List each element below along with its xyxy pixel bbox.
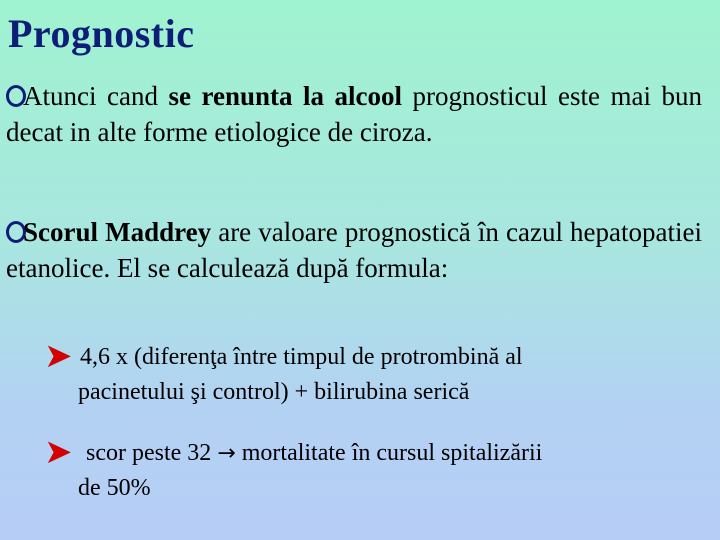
formula-line1: 4,6 x (diferenţa între timpul de protrombină al (80, 344, 523, 370)
paragraph1-bold: se renunta la alcool (168, 81, 403, 111)
arrow-bullet-icon: ➤ (44, 336, 73, 376)
mortality-item (44, 432, 704, 506)
page-title: Prognostic (8, 11, 195, 56)
paragraph-maddrey-score (6, 214, 702, 286)
paragraph-alcohol-prognosis (6, 78, 702, 150)
arrow-bullet-icon: ➤ (44, 432, 73, 472)
paragraph2-bold: Scorul Maddrey (23, 217, 212, 247)
formula-item (44, 336, 704, 410)
right-arrow-icon: → (217, 441, 236, 466)
mortality-text1: scor peste 32 (80, 440, 218, 466)
paragraph2-text: are valoare prognostică în cazul hepatopatiei etanolice. El se calculează după formula: (6, 217, 702, 283)
paragraph1-text: Atunci cand (23, 81, 169, 111)
formula-line2: pacinetului şi control) + bilirubina serică (78, 379, 470, 405)
mortality-line2: de 50% (78, 475, 151, 501)
mortality-text2: mortalitate în cursul spitalizării (235, 440, 543, 466)
paragraph1-rest: prognosticul este mai bun decat in alte forme etiologice de ciroza. (6, 81, 703, 147)
